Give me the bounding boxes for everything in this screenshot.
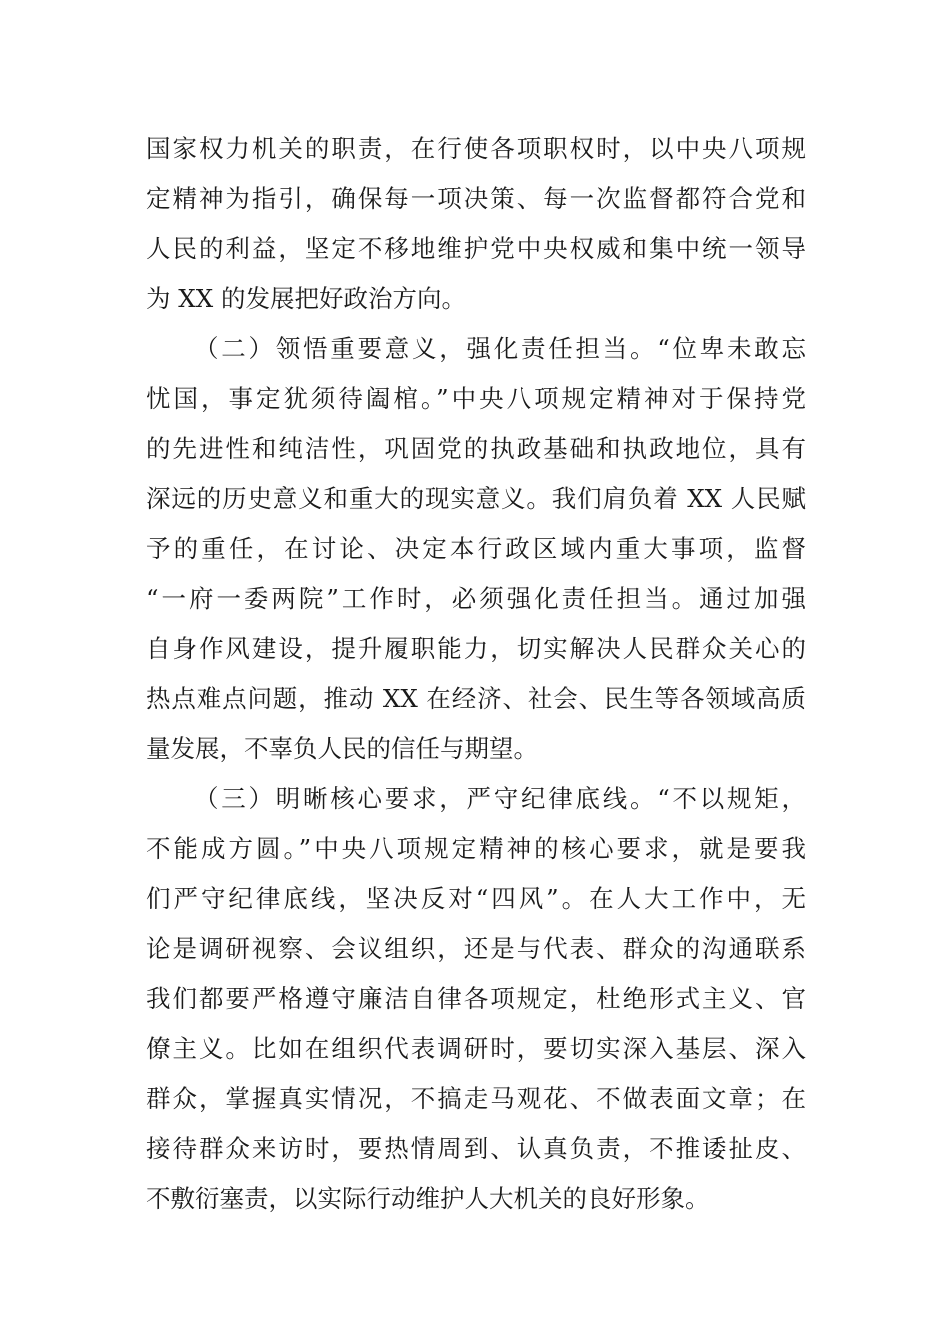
text-line: 国家权力机关的职责，在行使各项职权时，以中央八项规 bbox=[146, 134, 806, 163]
text-line: 不敷衍塞责，以实际行动维护人大机关的良好形象。 bbox=[146, 1184, 710, 1213]
text-line: 予的重任，在讨论、决定本行政区域内重大事项，监督 bbox=[146, 534, 806, 563]
text-line: 论是调研视察、会议组织，还是与代表、群众的沟通联系 bbox=[146, 934, 806, 963]
text-line: 热点难点问题，推动 XX 在经济、社会、民生等各领域高质 bbox=[146, 684, 806, 713]
text-line: 量发展，不辜负人民的信任与期望。 bbox=[146, 734, 538, 763]
text-line: （三）明晰核心要求，严守纪律底线。“不以规矩， bbox=[194, 784, 806, 813]
text-line: “一府一委两院”工作时，必须强化责任担当。通过加强 bbox=[146, 584, 806, 613]
text-line: 群众，掌握真实情况，不搞走马观花、不做表面文章；在 bbox=[146, 1084, 806, 1113]
text-line: 为 XX 的发展把好政治方向。 bbox=[146, 284, 466, 313]
text-line: 自身作风建设，提升履职能力，切实解决人民群众关心的 bbox=[146, 634, 806, 663]
text-line: 的先进性和纯洁性，巩固党的执政基础和执政地位，具有 bbox=[146, 434, 806, 463]
text-line: 僚主义。比如在组织代表调研时，要切实深入基层、深入 bbox=[146, 1034, 806, 1063]
text-line: 我们都要严格遵守廉洁自律各项规定，杜绝形式主义、官 bbox=[146, 984, 806, 1013]
text-line: （二）领悟重要意义，强化责任担当。“位卑未敢忘 bbox=[194, 334, 806, 363]
text-line: 定精神为指引，确保每一项决策、每一次监督都符合党和 bbox=[146, 184, 806, 213]
text-line: 接待群众来访时，要热情周到、认真负责，不推诿扯皮、 bbox=[146, 1134, 806, 1163]
text-line: 不能成方圆。”中央八项规定精神的核心要求，就是要我 bbox=[146, 834, 806, 863]
text-line: 忧国，事定犹须待阖棺。”中央八项规定精神对于保持党 bbox=[146, 384, 806, 413]
text-line: 们严守纪律底线，坚决反对“四风”。在人大工作中，无 bbox=[146, 884, 806, 913]
text-line: 深远的历史意义和重大的现实意义。我们肩负着 XX 人民赋 bbox=[146, 484, 806, 513]
text-line: 人民的利益，坚定不移地维护党中央权威和集中统一领导 bbox=[146, 234, 806, 263]
